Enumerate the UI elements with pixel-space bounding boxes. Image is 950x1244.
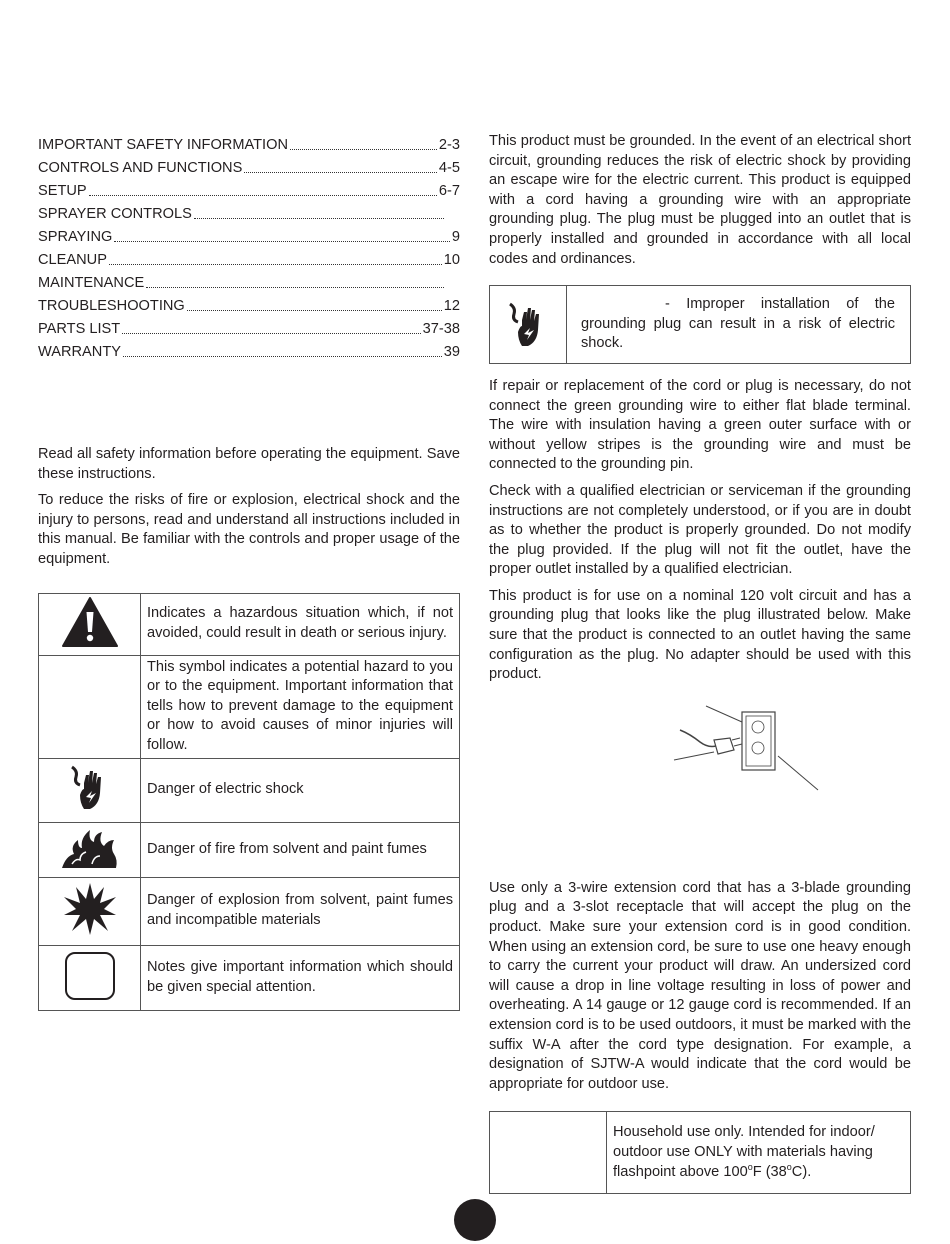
grounding-intro-paragraph: This product must be grounded. In the event of an electrical short circuit, grounding reduces the risk of electric shock by providing an escape wire for the electric current. This product is equipped with a cord having a grounding wire with an appropriate grounding plug. The plug must be plugged into an outlet that is properly installed and grounded in accordance with all local codes and ordinances. xyxy=(489,133,911,267)
table-row xyxy=(39,822,460,877)
toc-entry-label: IMPORTANT SAFETY INFORMATION xyxy=(38,137,289,153)
toc-entry[interactable] xyxy=(38,201,460,224)
toc-entry[interactable] xyxy=(38,339,460,362)
toc-entry-page: 37-38 xyxy=(422,321,460,337)
toc-entry-label: SPRAYER CONTROLS xyxy=(38,206,192,222)
toc-entry[interactable] xyxy=(38,270,460,293)
note-icon xyxy=(64,951,116,1001)
toc-entry[interactable] xyxy=(38,316,460,339)
toc-leader-dots xyxy=(122,333,420,334)
symbol-cell xyxy=(39,655,141,758)
toc-entry-page: 9 xyxy=(451,229,460,245)
grounding-warning-box xyxy=(489,285,911,364)
symbol-cell xyxy=(39,593,141,655)
toc-entry-label: WARRANTY xyxy=(38,344,121,360)
symbol-cell xyxy=(39,758,141,822)
toc-entry-page: 4-5 xyxy=(438,160,460,176)
toc-leader-dots xyxy=(114,241,450,242)
symbols-table xyxy=(38,593,460,1011)
household-use-text: Household use only. Intended for indoor/ outdoor use ONLY with materials having flashpoint above 100$^o$F (38$^o$C). xyxy=(613,1124,875,1180)
warning-icon-cell xyxy=(490,286,567,363)
toc-entry-page: 12 xyxy=(443,298,460,314)
page-number-badge xyxy=(454,1199,496,1241)
toc-entry-label: SETUP xyxy=(38,183,87,199)
table-row xyxy=(39,758,460,822)
electric-shock-icon xyxy=(508,300,548,350)
toc-entry-label: MAINTENANCE xyxy=(38,275,145,291)
household-icon-cell xyxy=(490,1112,607,1193)
extension-cord-paragraph: Use only a 3-wire extension cord that has a 3-blade grounding plug and a 3-slot receptacle that will accept the plug on the product. Make sure your extension cord is in good condition. When using an extension cord, be sure to use one heavy enough to carry the current your product will draw. An undersized cord will cause a drop in line voltage resulting in loss of power and overheating. A 14 gauge or 12 gauge cord is recommended. If an extension cord is to be used outdoors, it must be marked with the suffix W-A after the cord type designation. For example, a designation of SJTW-A would indicate that the cord would be appropriate for outdoor use. xyxy=(489,879,911,1092)
repair-paragraph: If repair or replacement of the cord or plug is necessary, do not connect the green grounding wire to either flat blade terminal. The wire with insulation having a green outer surface with or without yellow stripes is the grounding wire and must be connected to the grounding pin. xyxy=(489,377,911,473)
toc-entry[interactable] xyxy=(38,155,460,178)
toc-entry-label: CLEANUP xyxy=(38,252,107,268)
plug-outlet-icon xyxy=(670,704,830,796)
warning-triangle-icon xyxy=(61,596,119,648)
fire-icon xyxy=(60,826,120,870)
read-all-paragraph: Read all safety information before operating the equipment. Save these instructions. xyxy=(38,446,460,482)
table-of-contents xyxy=(38,132,460,362)
symbol-cell xyxy=(39,822,141,877)
toc-entry-label: TROUBLESHOOTING xyxy=(38,298,185,314)
toc-entry-page: 6-7 xyxy=(438,183,460,199)
symbol-cell xyxy=(39,945,141,1010)
toc-entry-page: 10 xyxy=(443,252,460,268)
toc-entry-label: SPRAYING xyxy=(38,229,113,245)
symbol-description: Notes give important information which should be given special attention. xyxy=(141,945,460,1010)
check-electrician-paragraph: Check with a qualified electrician or serviceman if the grounding instructions are not completely understood, or if you are in doubt as to whether the product is properly grounded. Do not modify the plug provided. If the plug will not fit the outlet, have the proper outlet installed by a qualified electrician. xyxy=(489,482,911,578)
symbol-description: Danger of fire from solvent and paint fumes xyxy=(141,822,460,877)
toc-leader-dots xyxy=(290,149,437,150)
electric-shock-icon xyxy=(70,763,110,813)
toc-leader-dots xyxy=(123,356,442,357)
toc-entry[interactable] xyxy=(38,224,460,247)
symbol-description: Indicates a hazardous situation which, if not avoided, could result in death or serious injury. xyxy=(141,593,460,655)
left-column xyxy=(38,132,460,1011)
right-column xyxy=(489,132,911,1194)
grounding-warning-text: - Improper installation of the grounding plug can result in a risk of electric shock. xyxy=(581,296,895,352)
toc-entry-page: 2-3 xyxy=(438,137,460,153)
nominal-circuit-paragraph: This product is for use on a nominal 120 volt circuit and has a grounding plug that looks like the plug illustrated below. Make sure that the product is connected to an outlet having the same configuration as the plug. No adapter should be used with this product. xyxy=(489,587,911,683)
toc-entry-page: 39 xyxy=(443,344,460,360)
explosion-icon xyxy=(62,881,118,937)
reduce-risks-paragraph: To reduce the risks of fire or explosion, electrical shock and the injury to persons, read and understand all instructions included in this manual. Be familiar with the controls and proper usage of the equipment. xyxy=(38,492,460,567)
toc-entry[interactable] xyxy=(38,132,460,155)
toc-leader-dots xyxy=(89,195,437,196)
symbol-description: Danger of electric shock xyxy=(141,758,460,822)
symbol-description: Danger of explosion from solvent, paint fumes and incompatible materials xyxy=(141,877,460,945)
toc-leader-dots xyxy=(187,310,442,311)
toc-entry[interactable] xyxy=(38,247,460,270)
toc-entry[interactable] xyxy=(38,178,460,201)
symbol-cell xyxy=(39,877,141,945)
toc-leader-dots xyxy=(146,287,444,288)
toc-entry[interactable] xyxy=(38,293,460,316)
table-row xyxy=(39,877,460,945)
toc-leader-dots xyxy=(109,264,442,265)
grounding-plug-illustration xyxy=(489,704,911,794)
household-use-box xyxy=(489,1111,911,1194)
toc-entry-label: CONTROLS AND FUNCTIONS xyxy=(38,160,243,176)
toc-leader-dots xyxy=(244,172,437,173)
toc-entry-label: PARTS LIST xyxy=(38,321,121,337)
table-row xyxy=(39,655,460,758)
table-row xyxy=(39,945,460,1010)
toc-leader-dots xyxy=(194,218,444,219)
symbol-description: This symbol indicates a potential hazard to you or to the equipment. Important information that tells how to prevent damage to the equipment or how to avoid causes of minor injuries will follow. xyxy=(141,655,460,758)
table-row xyxy=(39,593,460,655)
